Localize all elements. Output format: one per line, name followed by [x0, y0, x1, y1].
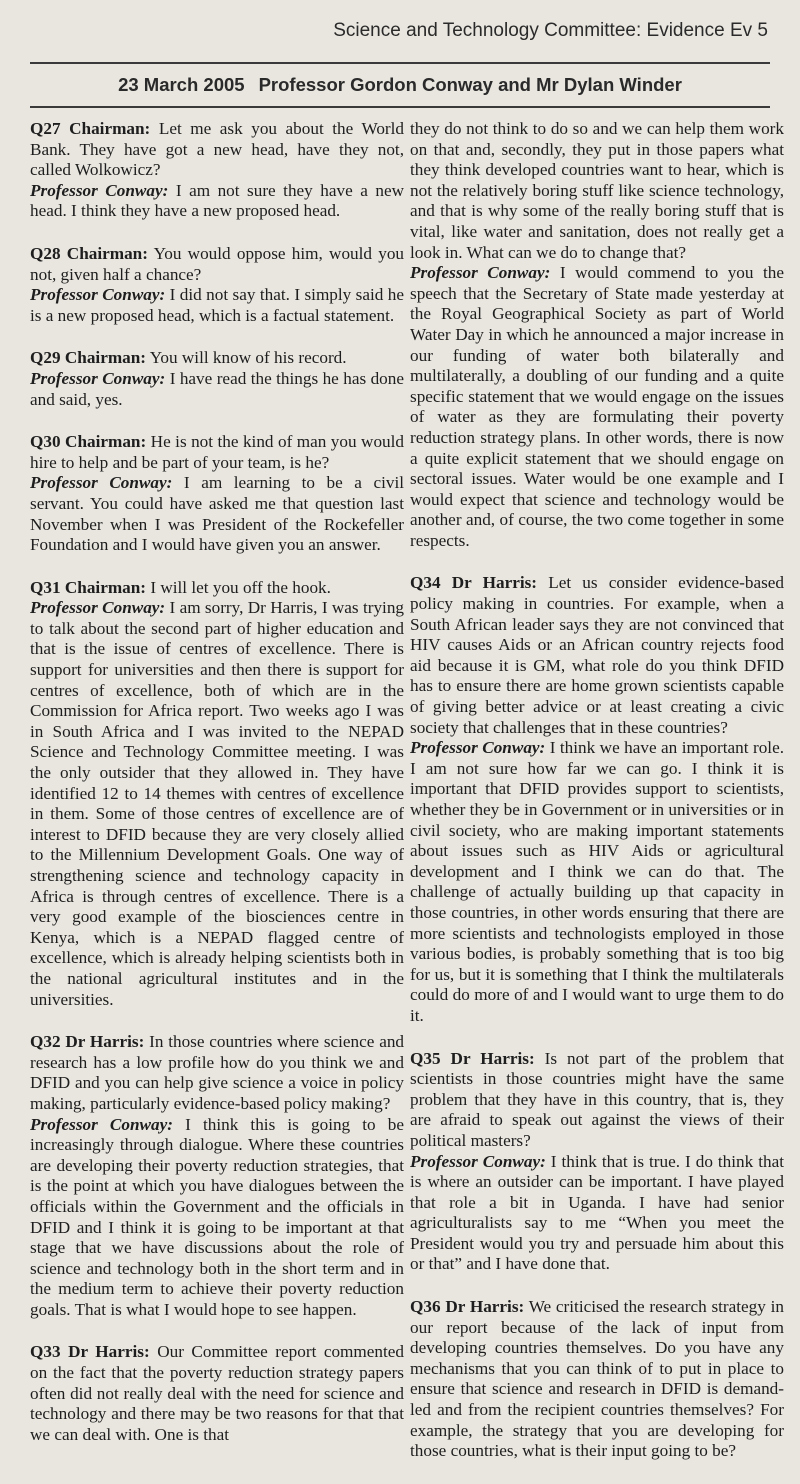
question-paragraph — [410, 1049, 784, 1276]
question-number: Q27 — [30, 119, 61, 138]
speech-text: Let us consider evidence-based policy making in countries. For example, when a South African leader says they are not convinced that HIV causes Aids or an African country rejects food aid because it is GM, what role do you think DFID has to ensure there are home grown scientists capable of giving better advice or at least creating a civic society that challenges that in these countries? — [410, 573, 785, 737]
question-paragraph — [30, 1342, 404, 1445]
exchange — [30, 1115, 404, 1319]
header-rule-top — [30, 62, 770, 64]
left-column — [30, 119, 404, 1467]
speaker-name: Professor Conway: — [30, 180, 169, 200]
speaker-name: Professor Conway: — [410, 1151, 546, 1171]
speech-text: You will know of his record. — [149, 348, 347, 368]
question-number: Q31 — [30, 577, 61, 597]
exchange — [410, 263, 784, 550]
question-paragraph — [30, 1032, 404, 1320]
question-number: Q35 — [410, 1048, 441, 1068]
speech-text: Our Committee report commented on the fact that the poverty reduction strategy papers often did not really deal with the need for science and technology and there may be two reasons for that that we can deal with. One is that — [30, 1342, 405, 1444]
question-paragraph — [30, 119, 404, 222]
question-number: Q30 — [30, 432, 61, 452]
speech-text: they do not think to do so and we can help them work on that and, secondly, they put in those papers what they think developed countries want to hear, which is not the relatively boring stuff like science technology, and that is why some of the really boring stuff that is vital, like water and sanitation, does not really get a look in. What can we do to change that? — [410, 119, 784, 262]
speech-text: Is not part of the problem that scientists in those countries might have the same problem that they have in this country, that is, they are afraid to speak out against the views of their political masters? — [410, 1048, 785, 1150]
right-column — [410, 119, 784, 1484]
question-paragraph — [410, 573, 784, 1026]
question-number: Q36 — [410, 1297, 441, 1317]
speaker-name: Dr Harris: — [450, 1048, 535, 1068]
speech-text: I have read the things he has done and said, yes. — [30, 368, 404, 409]
speech-text: I am sorry, Dr Harris, I was trying to talk about the second part of higher education and that is the issue of centres of excellence. There is support for universities and then there is support for centres of excellence, both of which are in the Commission for Africa report. Two weeks ago I was in South Africa and I was invited to the NEPAD Science and Technology Committee meeting. I was the only outsider that they allowed in. They have identified 12 to 14 themes with centres of excellence in them. Some of those centres of excellence are of interest to DFID because they are very closely allied to the Millennium Development Goals. One way of strengthening science and technology capacity in Africa is through centres of excellence. There is a very good example of the biosciences centre in Kenya, which is a NEPAD flagged centre of excellence, which is already helping scientists both in the national agricultural institutes and in the universities. — [30, 598, 405, 1009]
exchange — [410, 738, 784, 1025]
speech-text: We criticised the research strategy in our report because of the lack of input from developing countries themselves. Do you have any mechanisms that you can think of to put in place to ensure that science and research in DFID is demand-led and from the recipient countries themselves? For example, the strategy that you are developing for those countries, what is their input going to be? — [410, 1297, 784, 1461]
exchange — [410, 1297, 784, 1460]
exchange — [30, 181, 404, 221]
speech-text: I am learning to be a civil servant. You could have asked me that question last November when I was President of the Rockefeller Foundation and I would have given you an answer. — [30, 473, 404, 555]
speaker-name: Professor Conway: — [30, 598, 166, 618]
exchange — [30, 285, 404, 325]
exchange — [30, 119, 404, 179]
speaker-name: Chairman: — [64, 577, 147, 597]
question-number: Q29 — [30, 348, 61, 368]
speaker-name: Professor Conway: — [30, 285, 166, 305]
speaker-name: Professor Conway: — [30, 473, 173, 493]
exchange — [410, 573, 784, 736]
speaker-name: Chairman: — [64, 348, 147, 368]
speaker-name: Professor Conway: — [30, 368, 166, 388]
exchange — [30, 244, 404, 284]
question-number: Q28 — [30, 243, 61, 263]
header-rule-bottom — [30, 106, 770, 108]
speech-text: I would commend to you the speech that the Secretary of State made yesterday at the Royal Geographical Society as part of World Water Day in which he announced a major increase in our funding of water both bilaterally and multilaterally, a doubling of our funding and a quite specific statement that we would engage on the issues of water as they are formulating their poverty reduction strategy plans. In other words, there is now a quite explicit statement that we should engage on sectoral issues. Water would be one example and I would expect that science and technology would be another and, of course, the two come together in some respects. — [410, 263, 784, 550]
speech-text: I think that is true. I do think that is where an outsider can be important. I have played that role a bit in Uganda. I have had senior agriculturalists say to me “When you meet the President would you try and persuade him about this or that” and I have done that. — [410, 1151, 784, 1274]
exchange — [30, 369, 404, 409]
speaker-name: Dr Harris: — [65, 1032, 145, 1052]
speaker-name: Dr Harris: — [445, 1297, 525, 1317]
exchange — [30, 1342, 404, 1443]
speaker-name: Professor Conway: — [30, 1114, 173, 1134]
session-line — [0, 74, 800, 96]
speaker-name: Dr Harris: — [451, 573, 538, 593]
speaker-name: Professor Conway: — [410, 263, 551, 283]
question-paragraph — [410, 119, 784, 551]
question-paragraph — [30, 348, 404, 410]
exchange — [30, 348, 347, 367]
exchange — [410, 1049, 784, 1150]
exchange — [30, 578, 331, 597]
speaker-name: Professor Conway: — [410, 738, 546, 758]
question-paragraph — [30, 432, 404, 556]
exchange — [30, 598, 404, 1008]
speech-text: I am not sure they have a new head. I think they have a new proposed head. — [30, 180, 404, 221]
session-date: 23 March 2005 — [118, 74, 245, 95]
speech-text: In those countries where science and research has a low profile how do you think we and DFID and you can help give science a voice in policy making, particularly evidence-based policy making? — [30, 1032, 405, 1113]
question-number: Q32 — [30, 1032, 61, 1052]
speech-text: Let me ask you about the World Bank. They have got a new head, have they not, called Wolkowicz? — [30, 119, 405, 180]
speaker-name: Chairman: — [69, 119, 151, 138]
speaker-name: Dr Harris: — [68, 1342, 150, 1362]
exchange — [30, 432, 404, 472]
question-number: Q33 — [30, 1342, 61, 1362]
speech-text: I think this is going to be increasingly through dialogue. Where these countries are developing their poverty reduction strategies, that is the point at which you have dialogues between the officials within the Government and the officials in DFID and I think it is going to be important at that stage that we have discussions about the role of science and technology both in the short term and in the medium term to achieve their poverty reduction goals. That is what I would hope to see happen. — [30, 1114, 405, 1319]
question-number: Q34 — [410, 573, 441, 593]
running-head: Science and Technology Committee: Evidence Ev 5 — [333, 20, 768, 41]
exchange — [410, 119, 784, 262]
speaker-name: Chairman: — [66, 243, 148, 263]
speech-text: I will let you off the hook. — [150, 577, 331, 597]
speaker-name: Chairman: — [65, 432, 147, 452]
speech-text: I think we have an important role. I am not sure how far we can go. I think it is important that DFID provides support to scientists, whether they be in Government or in universities or in civil society, who are making important statements about issues such as HIV Aids or agricultural development and I think we can do that. The challenge of actually building up that capacity in those countries, in other words ensuring that there are more scientists and technologists employed in those various bodies, is probably something that is too big for us, but it is something that I think the multilaterals could do more of and I would want to urge them to do it. — [410, 738, 784, 1025]
speech-text: He is not the kind of man you would hire to help and be part of your team, is he? — [30, 432, 405, 472]
exchange — [30, 1032, 404, 1113]
exchange — [30, 473, 404, 554]
witness-names: Professor Gordon Conway and Mr Dylan Winder — [258, 74, 682, 95]
speech-text: I did not say that. I simply said he is a new proposed head, which is a factual statement. — [30, 285, 405, 325]
speech-text: You would oppose him, would you not, given half a chance? — [30, 243, 405, 284]
question-paragraph — [30, 578, 404, 1010]
question-paragraph — [410, 1297, 784, 1462]
exchange — [410, 1152, 784, 1274]
question-paragraph — [30, 244, 404, 326]
